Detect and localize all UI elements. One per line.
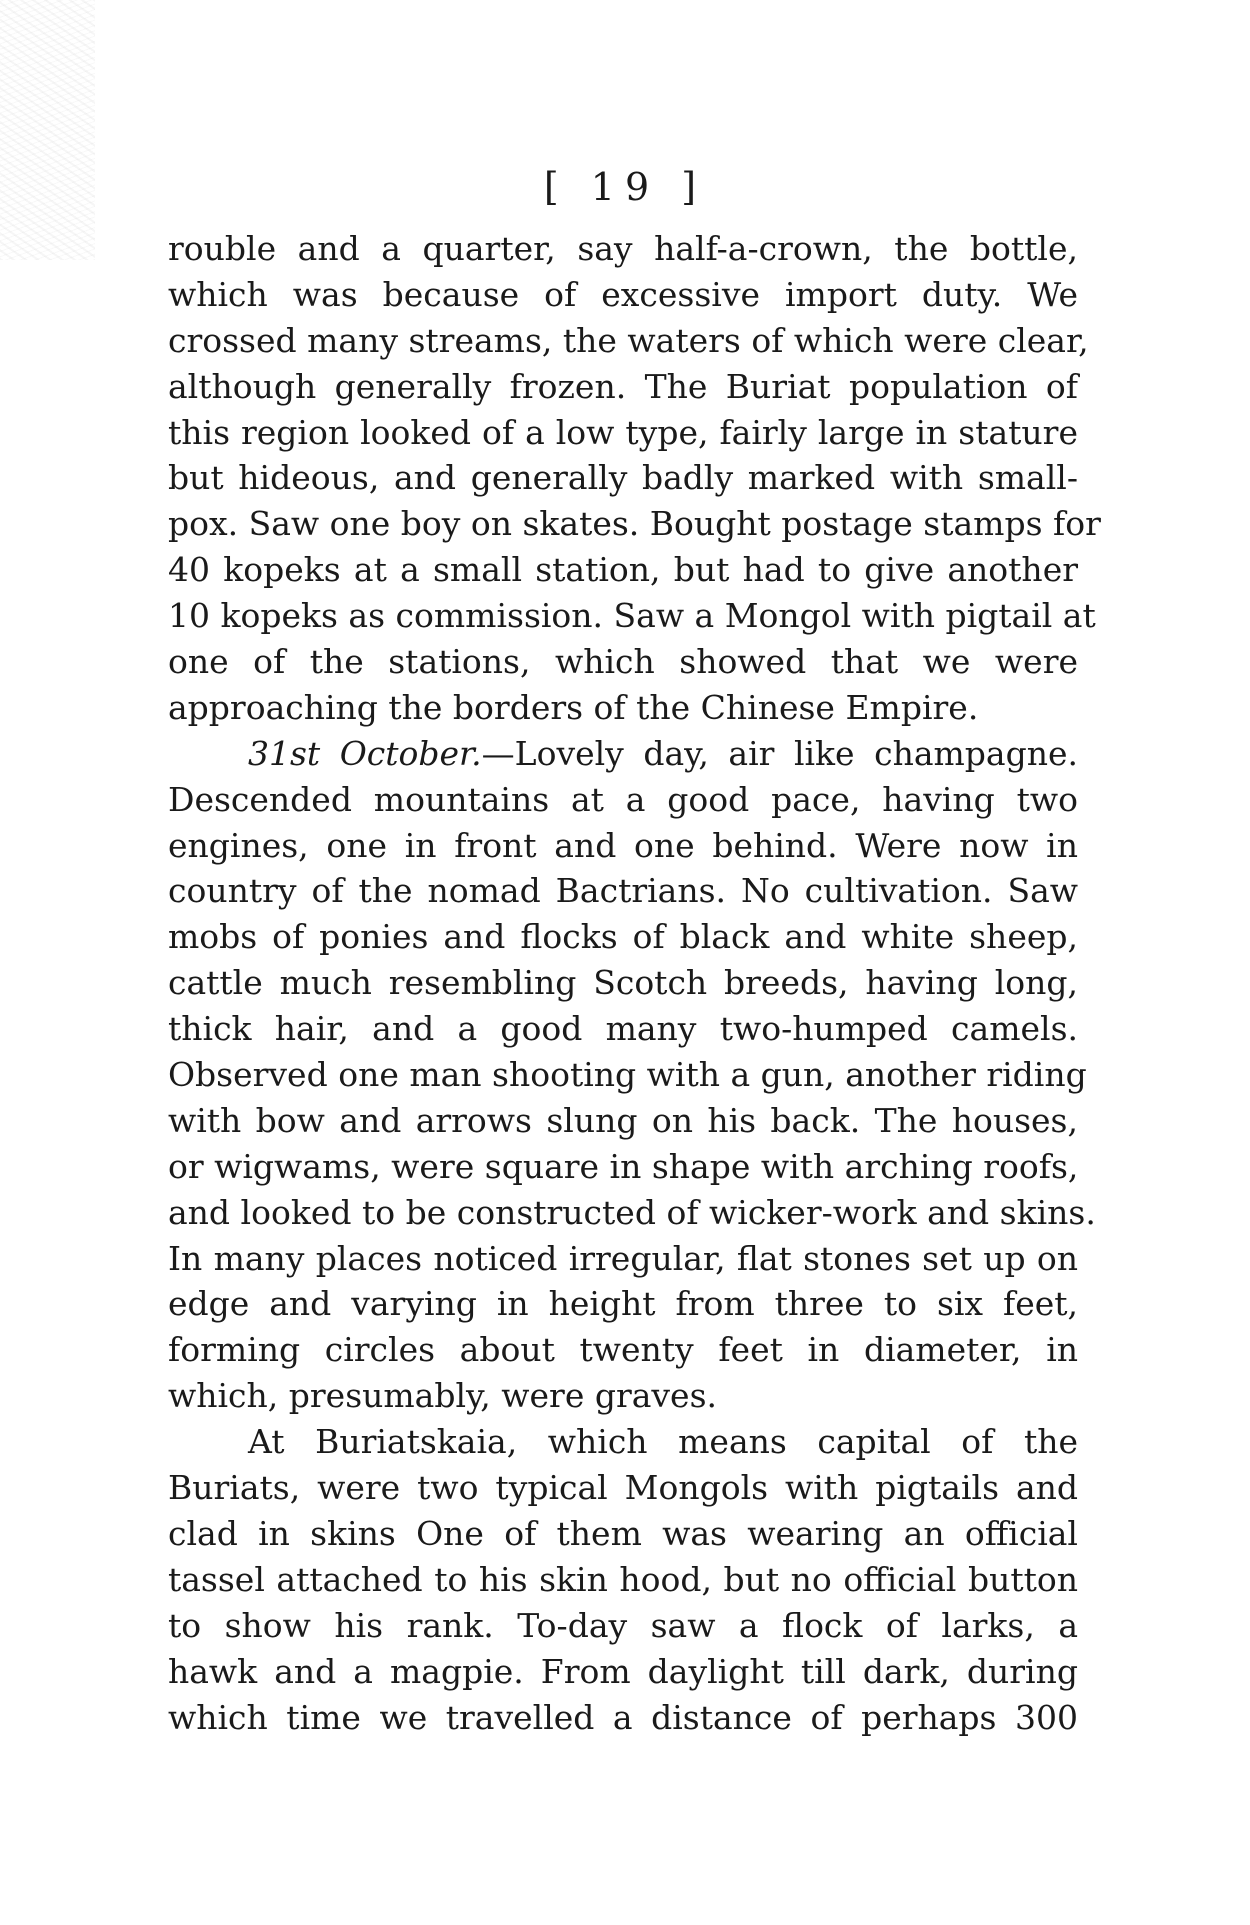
text-line: Observed one man shooting with a gun, another riding — [168, 1055, 1087, 1095]
text-line: thick hair, and a good many two-humped camels. — [168, 1009, 1078, 1049]
text-line: rouble and a quarter, say half-a-crown, the bottle, — [168, 229, 1078, 268]
text-line: Buriats, were two typical Mongols with pigtails and — [168, 1468, 1078, 1508]
text-line: In many places noticed irregular, flat stones set up on — [168, 1238, 1078, 1278]
text-line: cattle much resembling Scotch breeds, having long, — [168, 963, 1078, 1003]
text-line: although generally frozen. The Buriat population of — [168, 366, 1078, 406]
text-line: country of the nomad Bactrians. No cultivation. Saw — [168, 871, 1078, 911]
text-line: engines, one in front and one behind. Were now in — [168, 825, 1078, 865]
page-number: [ 19 ] — [543, 165, 707, 209]
text-line: this region looked of a low type, fairly large in stature — [168, 412, 1078, 452]
text-line: and looked to be constructed of wicker-work and skins. — [168, 1192, 1096, 1232]
text-line: to show his rank. To-day saw a flock of larks, a — [168, 1605, 1078, 1645]
body-text — [168, 226, 1101, 1740]
text-line: which was because of excessive import duty. We — [168, 274, 1078, 314]
text-line: but hideous, and generally badly marked with small- — [168, 458, 1078, 498]
text-line: 40 kopeks at a small station, but had to give another — [168, 550, 1078, 590]
text-line: pox. Saw one boy on skates. Bought postage stamps for — [168, 504, 1101, 544]
entry-date: 31st October. — [248, 733, 482, 773]
text-line: approaching the borders of the Chinese Empire. — [168, 687, 979, 727]
text-line: Descended mountains at a good pace, having two — [168, 779, 1078, 819]
text-line: which, presumably, were graves. — [168, 1376, 718, 1416]
scan-edge-noise — [0, 0, 95, 260]
text-line: one of the stations, which showed that we were — [168, 642, 1078, 682]
text-line: or wigwams, were square in shape with arching roofs, — [168, 1146, 1079, 1186]
text-line: with bow and arrows slung on his back. The houses, — [168, 1100, 1078, 1140]
text-line: tassel attached to his skin hood, but no official button — [168, 1559, 1078, 1599]
entry-dash: — — [481, 733, 515, 773]
text-line: mobs of ponies and flocks of black and white sheep, — [168, 917, 1078, 957]
text-line: 10 kopeks as commission. Saw a Mongol with pigtail at — [168, 596, 1096, 636]
text-line: crossed many streams, the waters of which were clear, — [168, 320, 1089, 360]
text-line: edge and varying in height from three to six feet, — [168, 1284, 1078, 1324]
entry-text: Lovely day, air like champagne. — [514, 733, 1078, 773]
text-line: which time we travelled a distance of perhaps 300 — [168, 1697, 1078, 1737]
text-line: At Buriatskaia, which means capital of the — [248, 1422, 1078, 1462]
text-line: clad in skins One of them was wearing an official — [168, 1513, 1078, 1553]
text-line: hawk and a magpie. From daylight till dark, during — [168, 1651, 1078, 1691]
dated-entry-line — [168, 731, 1078, 777]
text-line: forming circles about twenty feet in diameter, in — [168, 1330, 1078, 1370]
